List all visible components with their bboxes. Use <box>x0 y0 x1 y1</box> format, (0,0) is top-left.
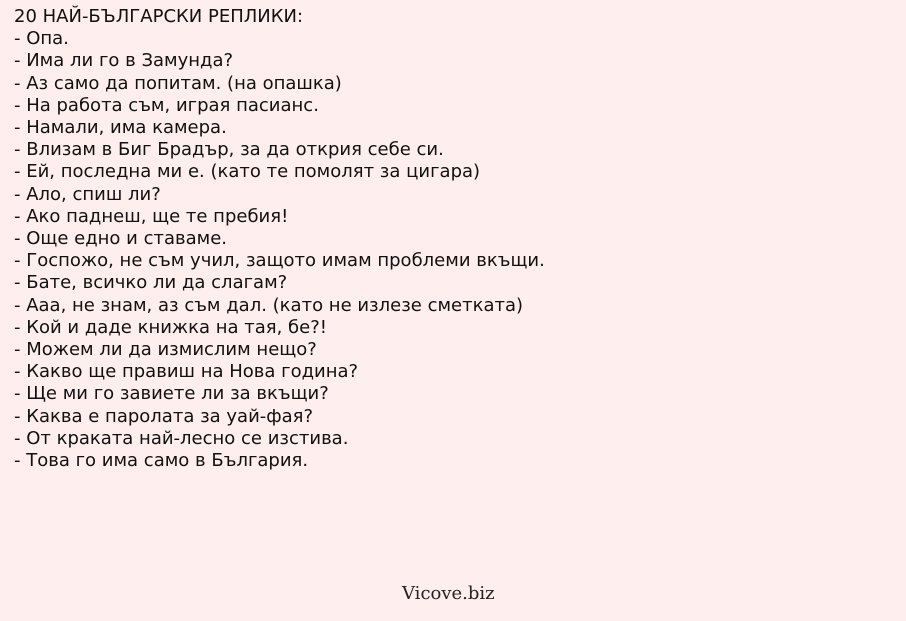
list-item: - Кой и даде книжка на тая, бе?! <box>14 316 327 338</box>
list-item: - Ааа, не знам, аз съм дал. (като не излезе сметката) <box>14 294 524 316</box>
list-item: - Това го има само в България. <box>14 450 309 472</box>
list-item: - Още едно и ставаме. <box>14 228 228 250</box>
list-item: - Ще ми го завиете ли за вкъщи? <box>14 383 329 405</box>
list-item: - Ало, спиш ли? <box>14 183 161 205</box>
list-item: - Аз само да попитам. (на опашка) <box>14 72 342 94</box>
list-item: - Госпожо, не съм учил, защото имам проблеми вкъщи. <box>14 250 545 272</box>
list-item: - Какво ще правиш на Нова година? <box>14 361 359 383</box>
list-item: - На работа съм, играя пасианс. <box>14 94 319 116</box>
list-item: - Бате, всичко ли да слагам? <box>14 272 288 294</box>
list-item: - От краката най-лесно се изстива. <box>14 427 349 449</box>
list-item: - Каква е паролата за уай-фая? <box>14 405 314 427</box>
page-title: 20 НАЙ-БЪЛГАРСКИ РЕПЛИКИ: <box>14 6 304 27</box>
list-item: - Ако паднеш, ще те пребия! <box>14 205 289 227</box>
list-item: - Намали, има камера. <box>14 117 227 139</box>
quotes-document <box>14 6 894 472</box>
list-item: - Опа. <box>14 28 69 50</box>
list-item: - Ей, последна ми е. (като те помолят за цигара) <box>14 161 481 183</box>
list-item: - Има ли го в Замунда? <box>14 50 234 72</box>
site-watermark: Vicove.biz <box>402 583 495 604</box>
list-item: - Можем ли да измислим нещо? <box>14 339 317 361</box>
quote-list <box>14 28 894 472</box>
list-item: - Влизам в Биг Брадър, за да открия себе си. <box>14 139 444 161</box>
